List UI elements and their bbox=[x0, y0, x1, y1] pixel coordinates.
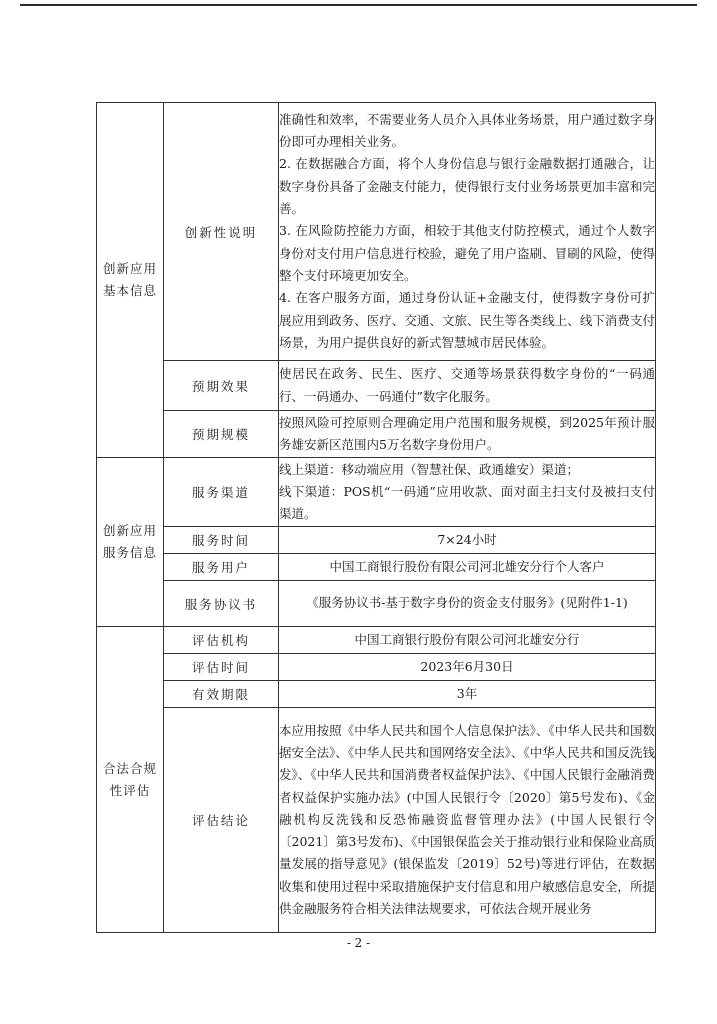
section-label: 创新应用基本信息 bbox=[102, 261, 157, 298]
effect-value-cell bbox=[279, 361, 656, 411]
table-row bbox=[97, 581, 656, 627]
row-value: 按照风险可控原则合理确定用户范围和服务规模，到2025年预计服务雄安新区范围内5万名数字身份用户。 bbox=[279, 414, 655, 452]
channel-label-cell bbox=[164, 458, 279, 527]
channel-value-cell bbox=[279, 458, 656, 527]
section-basic-info bbox=[97, 103, 164, 458]
row-label: 预期效果 bbox=[191, 378, 250, 394]
users-value-cell bbox=[279, 554, 656, 581]
row-value: 中国工商银行股份有限公司河北雄安分行个人客户 bbox=[329, 558, 605, 574]
channel-offline: 线下渠道：POS机“一码通”应用收款、面对面主扫支付及被扫支付渠道。 bbox=[279, 483, 655, 522]
row-label: 服务时间 bbox=[191, 533, 250, 548]
row-label: 评估结论 bbox=[191, 813, 250, 828]
row-value: 使居民在政务、民生、医疗、交通等场景获得数字身份的“一码通行、一码通办、一码通付”数字化服务。 bbox=[279, 366, 655, 404]
row-value: 《服务协议书-基于数字身份的资金支付服务》(见附件1-1) bbox=[306, 595, 628, 611]
effect-label-cell bbox=[164, 361, 279, 411]
row-label: 服务用户 bbox=[191, 560, 250, 575]
table-row bbox=[97, 681, 656, 708]
agreement-value-cell bbox=[279, 581, 656, 627]
table-row bbox=[97, 527, 656, 554]
table-row bbox=[97, 627, 656, 654]
row-label: 评估机构 bbox=[191, 633, 250, 648]
row-label: 有效期限 bbox=[191, 687, 250, 702]
section-label: 合法合规性评估 bbox=[102, 760, 157, 798]
agreement-label-cell bbox=[164, 581, 279, 627]
application-info-table bbox=[96, 102, 656, 933]
row-label: 预期规模 bbox=[191, 427, 250, 442]
scale-label-cell bbox=[164, 411, 279, 458]
row-value: 本应用按照《中华人民共和国个人信息保护法》、《中华人民共和国数据安全法》、《中华人民共和国网络安全法》、《中华人民共和国反洗钱发》、《中华人民共和国消费者权益保护法》、《中国人民银行金融消费者权益保护实施办法》(中国人民银行令〔2020〕第5号发布)、《金融机构反洗钱和反恐怖融资监督管理办法》(中国人民银行令〔2021〕第3号发布)、《中国银保监会关于推动银行业和保险业高质量发展的指导意见》(银保监发〔2019〕52号)等进行评估，在数据收集和使用过程中采取措施保护支付信息和用户敏感信息安全，所提供金融服务符合相关法律法规要求，可依法合规开展业务 bbox=[279, 722, 655, 917]
section-service-info bbox=[97, 458, 164, 627]
time-label-cell bbox=[164, 527, 279, 554]
validity-label-cell bbox=[164, 681, 279, 708]
row-value: 2023年6月30日 bbox=[420, 658, 514, 674]
innovation-paragraph: 2. 在数据融合方面，将个人身份信息与银行金融数据打通融合，让数字身份具备了金融支付能力，使得银行支付业务场景更加丰富和完善。 bbox=[279, 156, 655, 217]
table-row bbox=[97, 361, 656, 411]
innovation-label-cell bbox=[164, 103, 279, 361]
row-value: 3年 bbox=[456, 685, 478, 701]
innovation-paragraph: 4. 在客户服务方面，通过身份认证+金融支付，使得数字身份可扩展应用到政务、医疗、交通、文旅、民生等各类线上、线下消费支付场景，为用户提供良好的新式智慧城市居民体验。 bbox=[279, 290, 655, 350]
page-number: - 2 - bbox=[346, 936, 371, 950]
eval-time-label-cell bbox=[164, 654, 279, 681]
table-row bbox=[97, 708, 656, 933]
section-label: 创新应用服务信息 bbox=[102, 523, 157, 560]
scan-top-edge bbox=[20, 4, 697, 10]
innovation-value-cell bbox=[279, 103, 656, 361]
conclusion-value-cell bbox=[279, 708, 656, 933]
table-row bbox=[97, 654, 656, 681]
validity-value-cell bbox=[279, 681, 656, 708]
conclusion-label-cell bbox=[164, 708, 279, 933]
row-label: 服务渠道 bbox=[191, 485, 250, 500]
row-value: 中国工商银行股份有限公司河北雄安分行 bbox=[354, 631, 580, 647]
channel-online: 线上渠道：移动端应用（智慧社保、政通雄安）渠道； bbox=[279, 461, 580, 477]
users-label-cell bbox=[164, 554, 279, 581]
innovation-paragraph: 准确性和效率，不需要业务人员介入具体业务场景，用户通过数字身份即可办理相关业务。 bbox=[279, 111, 655, 150]
section-legal-eval bbox=[97, 627, 164, 933]
row-value: 7×24小时 bbox=[437, 531, 497, 547]
scale-value-cell bbox=[279, 411, 656, 458]
time-value-cell bbox=[279, 527, 656, 554]
table-row bbox=[97, 458, 656, 527]
org-value-cell bbox=[279, 627, 656, 654]
row-label: 创新性说明 bbox=[184, 224, 258, 240]
table-row bbox=[97, 411, 656, 458]
org-label-cell bbox=[164, 627, 279, 654]
eval-time-value-cell bbox=[279, 654, 656, 681]
table-row bbox=[97, 103, 656, 361]
innovation-paragraph: 3. 在风险防控能力方面，相较于其他支付防控模式，通过个人数字身份对支付用户信息进行校验，避免了用户盗刷、冒刷的风险，使得整个支付环境更加安全。 bbox=[279, 223, 655, 283]
table-row bbox=[97, 554, 656, 581]
row-label: 服务协议书 bbox=[184, 596, 258, 612]
row-label: 评估时间 bbox=[191, 660, 250, 675]
